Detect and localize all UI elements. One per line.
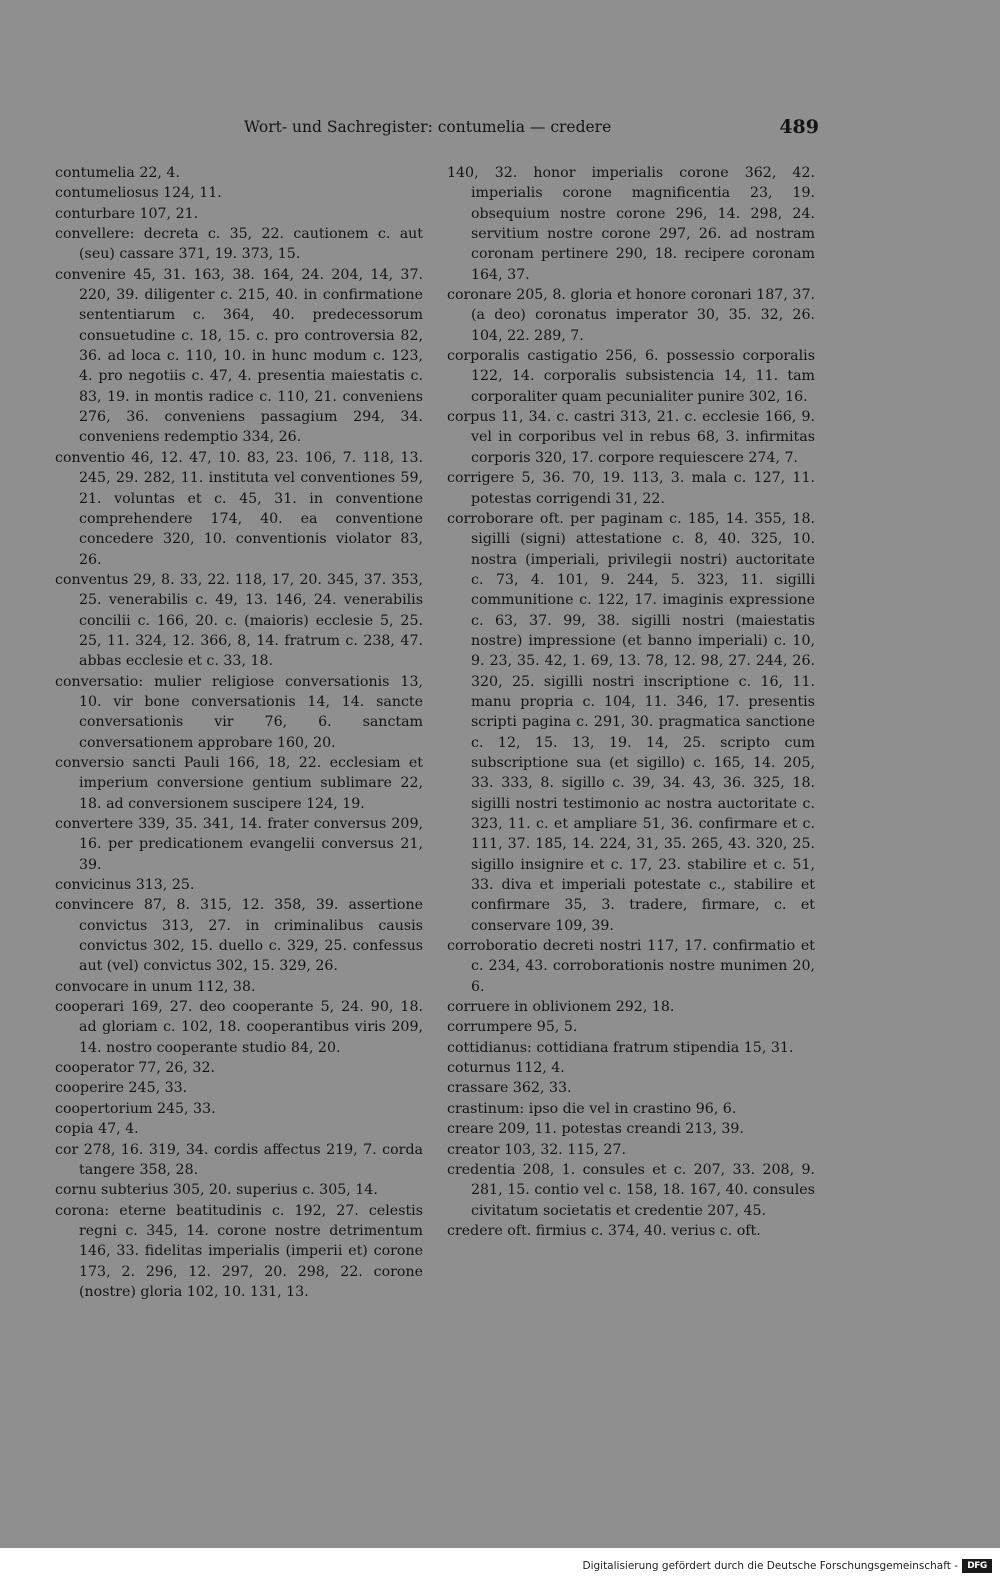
index-entry: convicinus 313, 25. <box>55 877 195 894</box>
running-title: Wort- und Sachregister: contumelia — credere <box>244 118 612 136</box>
index-entry: cooperire 245, 33. <box>55 1080 188 1097</box>
index-entry: convenire 45, 31. 163, 38. 164, 24. 204, 14, 37. 220, 39. diligenter c. 215, 40. in confirmatione sententiarum c. 364, 40. predecessorum consuetudine c. 18, 15. c. pro controversia 82, 36. ad loca c. 110, 10. in hunc modum c. 123, 4. pro negotiis c. 47, 4. presentia maiestatis c. 83, 19. in montis radice c. 110, 21. conveniens 276, 36. conveniens passagium 294, 34. conveniens redemptio 334, 26. <box>55 266 423 446</box>
index-entry: cooperari 169, 27. deo cooperante 5, 24. 90, 18. ad gloriam c. 102, 18. cooperantibus viris 209, 14. nostro cooperante studio 84, 20. <box>55 999 423 1056</box>
index-entry: creator 103, 32. 115, 27. <box>447 1141 626 1158</box>
index-entry: conversatio: mulier religiose conversationis 13, 10. vir bone conversationis 14, 14. sancte conversationis vir 76, 6. sanctam conversationem approbare 160, 20. <box>55 673 423 751</box>
funding-credit: Digitalisierung gefördert durch die Deutsche Forschungsgemeinschaft - <box>582 1560 958 1572</box>
index-entry: crassare 362, 33. <box>447 1080 572 1097</box>
index-entry: contumeliosus 124, 11. <box>55 185 222 202</box>
index-entry: contumelia 22, 4. <box>55 165 180 181</box>
index-entry: corruere in oblivionem 292, 18. <box>447 999 675 1016</box>
index-column-right <box>447 163 815 1241</box>
index-entry: conventus 29, 8. 33, 22. 118, 17, 20. 345, 37. 353, 25. venerabilis c. 49, 13. 146, 24. venerabilis concilii c. 166, 20. c. (maioris) ecclesie 5, 25. 25, 11. 324, 12. 366, 8, 14. fratrum c. 238, 47. abbas ecclesie et c. 33, 18. <box>55 571 423 670</box>
index-entry: cor 278, 16. 319, 34. cordis affectus 219, 7. corda tangere 358, 28. <box>55 1141 423 1178</box>
index-entry: convincere 87, 8. 315, 12. 358, 39. assertione convictus 313, 27. in criminalibus causis convictus 302, 15. duello c. 329, 25. confessus aut (vel) convictus 302, 15. 329, 26. <box>55 897 423 975</box>
index-entry: credentia 208, 1. consules et c. 207, 33. 208, 9. 281, 15. contio vel c. 158, 18. 167, 40. consules civitatum societatis et credentie 207, 45. <box>447 1161 815 1219</box>
index-entry: coopertorium 245, 33. <box>55 1100 216 1117</box>
index-entry: 140, 32. honor imperialis corone 362, 42. imperialis corone magnificentia 23, 19. obsequium nostre corone 296, 14. 298, 24. servitium nostre corone 297, 26. ad nostram coronam pertinere 290, 18. recipere coronam 164, 37. <box>447 165 815 283</box>
index-entry: copia 47, 4. <box>55 1121 139 1138</box>
index-entry: conturbare 107, 21. <box>55 205 199 222</box>
index-entry: corroboratio decreti nostri 117, 17. confirmatio et c. 234, 43. corroborationis nostre munimen 20, 6. <box>447 938 815 995</box>
index-entry: corrumpere 95, 5. <box>447 1019 578 1036</box>
page-number: 489 <box>779 116 819 138</box>
index-entry: cottidianus: cottidiana fratrum stipendia 15, 31. <box>447 1039 794 1056</box>
index-entry: coronare 205, 8. gloria et honore coronari 187, 37. (a deo) coronatus imperator 30, 35. 32, 26. 104, 22. 289, 7. <box>447 287 815 344</box>
digitization-footer <box>0 1548 1000 1581</box>
index-entry: corpus 11, 34. c. castri 313, 21. c. ecclesie 166, 9. vel in corporibus vel in rebus 68, 3. infirmitas corporis 320, 17. corpore requiescere 274, 7. <box>447 409 815 466</box>
index-entry: conversio sancti Pauli 166, 18, 22. ecclesiam et imperium conversione gentium sublimare 22, 18. ad conversionem suscipere 124, 19. <box>55 754 423 812</box>
index-entry: cooperator 77, 26, 32. <box>55 1060 215 1077</box>
dfg-logo: DFG <box>962 1559 992 1573</box>
index-entry: coturnus 112, 4. <box>447 1060 565 1077</box>
index-entry: creare 209, 11. potestas creandi 213, 39. <box>447 1121 744 1138</box>
index-entry: corroborare oft. per paginam c. 185, 14. 355, 18. sigilli (signi) attestatione c. 8, 40. 325, 10. nostra (imperiali, privilegii nostri) auctoritate c. 73, 4. 101, 9. 244, 5. 323, 11. sigilli communitione c. 122, 17. imaginis expressione c. 63, 37. 99, 38. sigilli nostri (maiestatis nostre) impressione (et banno imperiali) c. 10, 9. 23, 35. 42, 1. 69, 13. 78, 12. 98, 27. 244, 26. 320, 25. sigilli nostri inscriptione c. 16, 11. manu propria c. 104, 11. 346, 17. presentis scripti pagina c. 291, 30. pragmatica sanctione c. 12, 15. 13, 19. 14, 25. scripto cum subscriptione sua (et sigillo) c. 165, 14. 205, 33. 333, 8. sigillo c. 39, 34. 43, 36. 325, 18. sigilli nostri testimonio ac nostra auctoritate c. 323, 11. c. et ampliare 51, 36. confirmare et c. 111, 37. 185, 14. 224, 31, 35. 265, 43. 320, 25. sigillo insignire et c. 17, 23. stabilire et c. 51, 33. diva et imperiali potestate c., stabilire et confirmare 35, 3. tradere, firmare, c. et conservare 109, 39. <box>447 510 815 934</box>
index-entry: convertere 339, 35. 341, 14. frater conversus 209, 16. per predicationem evangelii conversus 21, 39. <box>55 816 423 873</box>
index-entry: corona: eterne beatitudinis c. 192, 27. celestis regni c. 345, 14. corone nostre detrimentum 146, 33. fidelitas imperialis (imperii et) corone 173, 2. 296, 12. 297, 20. 298, 22. corone (nostre) gloria 102, 10. 131, 13. <box>55 1202 423 1300</box>
index-column-left <box>55 163 423 1302</box>
index-entry: corporalis castigatio 256, 6. possessio corporalis 122, 14. corporalis subsistencia 14, 11. tam corporaliter quam pecunialiter punire 302, 16. <box>447 348 815 405</box>
index-entry: corrigere 5, 36. 70, 19. 113, 3. mala c. 127, 11. potestas corrigendi 31, 22. <box>447 470 815 507</box>
index-entry: credere oft. firmius c. 374, 40. verius c. oft. <box>447 1222 761 1239</box>
index-entry: convocare in unum 112, 38. <box>55 978 256 995</box>
index-entry: crastinum: ipso die vel in crastino 96, 6. <box>447 1100 737 1117</box>
running-header <box>244 116 819 138</box>
index-entry: cornu subterius 305, 20. superius c. 305, 14. <box>55 1182 378 1199</box>
index-entry: convellere: decreta c. 35, 22. cautionem c. aut (seu) cassare 371, 19. 373, 15. <box>55 226 423 263</box>
index-entry: conventio 46, 12. 47, 10. 83, 23. 106, 7. 118, 13. 245, 29. 282, 11. instituta vel conventiones 59, 21. voluntas et c. 45, 31. in conventione comprehendere 174, 40. ea conventione concedere 320, 10. conventionis violator 83, 26. <box>55 449 423 568</box>
